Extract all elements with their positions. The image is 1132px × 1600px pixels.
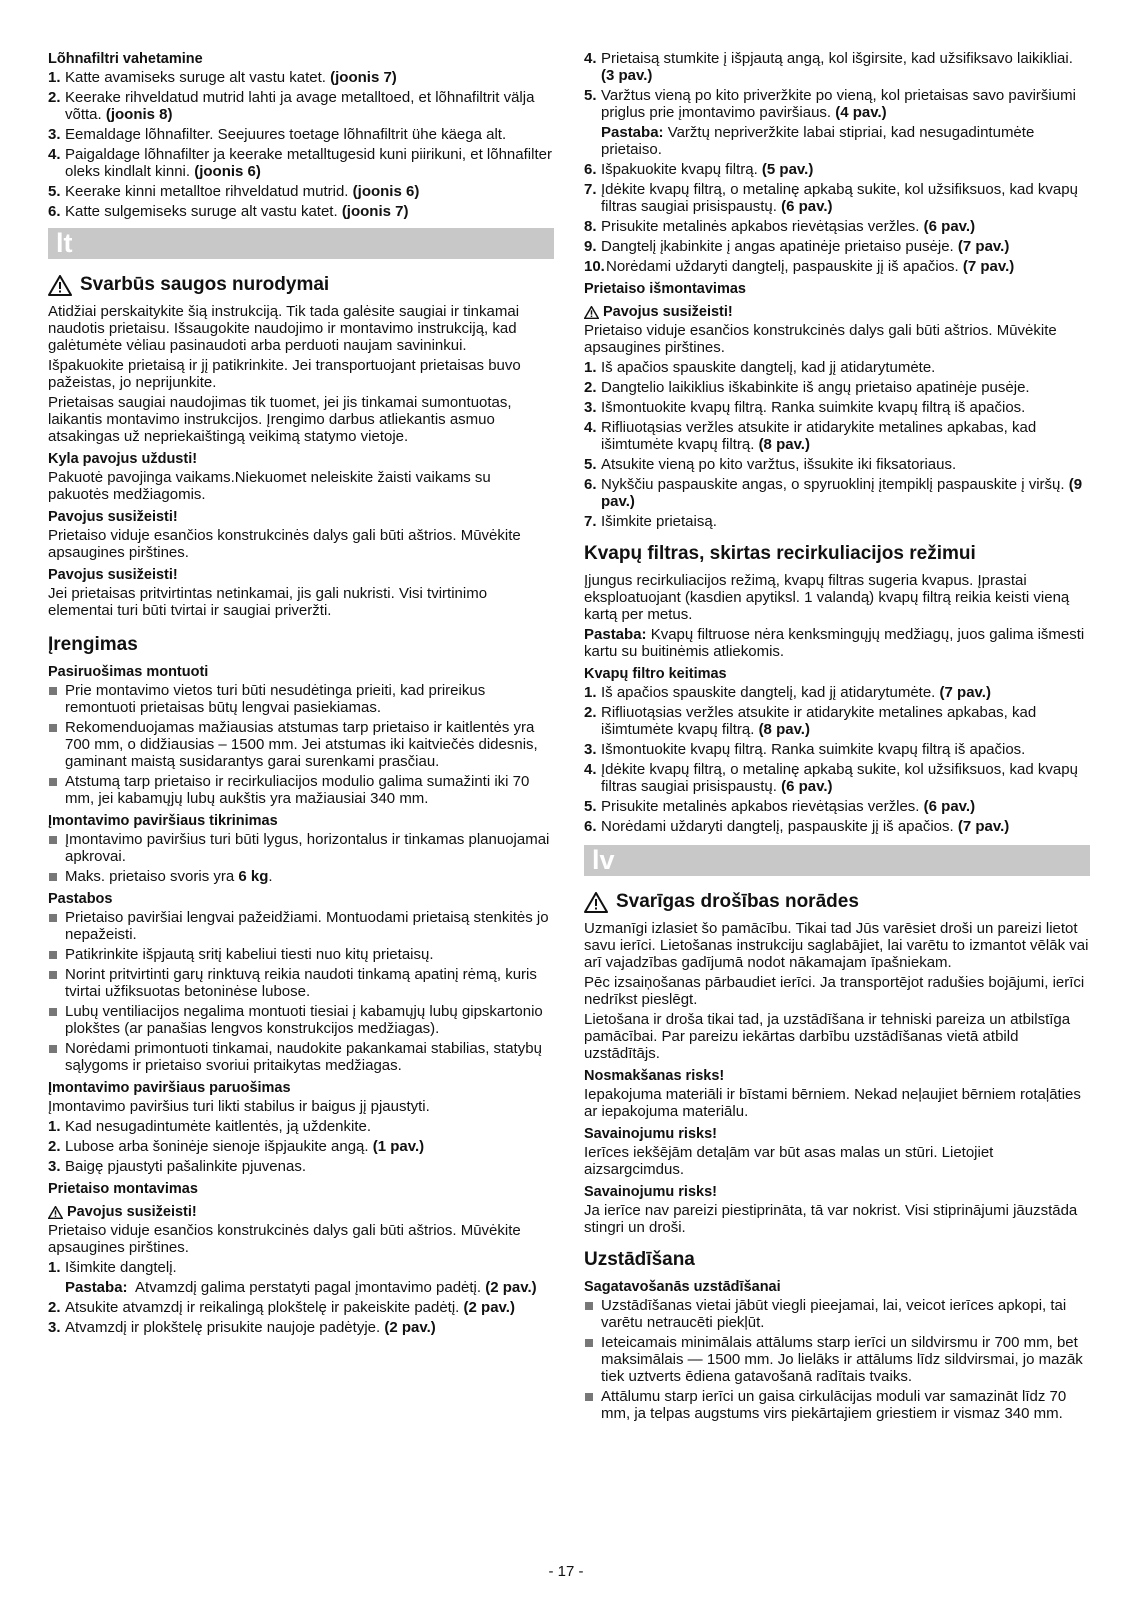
list-item: 4. Įdėkite kvapų filtrą, o metalinę apkabą sukite, kol užsifiksuos, kad kvapų filtras saugiai prisispaustų. (6 pav.): [584, 761, 1078, 795]
paragraph: Išpakuokite prietaisą ir jį patikrinkite. Jei transportuojant prietaisas buvo pažeistas, jo neprijunkite.: [48, 357, 521, 391]
bullet-square-icon: [49, 836, 57, 844]
lv-safety-title: Svarīgas drošības norādes: [616, 891, 859, 912]
list-item: 2. Dangtelio laikiklius iškabinkite iš angų prietaiso apatinėje pusėje.: [584, 379, 1030, 396]
bullet-square-icon: [49, 873, 57, 881]
warning-triangle-icon: [584, 892, 608, 913]
list-item: Ieteicamais minimālais attālums starp ierīci un sildvirsmu ir 700 mm, bet maksimālais — 1500 mm. Jo lielāks ir attālums līdz sildvirsmai, jo mazāk tiek uztverts ēdiena gatavošanā radītais tvaiks.: [584, 1334, 1090, 1385]
paragraph: Ja ierīce nav pareizi piestiprināta, tā var nokrist. Visi stiprinājumi jāuzstāda stingri un droši.: [584, 1202, 1078, 1236]
et-steps-list: [48, 69, 554, 220]
language-bar-lv: lv: [584, 845, 1090, 876]
list-item: Uzstādīšanas vietai jābūt viegli pieejamai, lai, veicot ierīces apkopi, tai varētu netraucēti piekļūt.: [584, 1297, 1090, 1331]
list-item: 2. Keerake rihveldatud mutrid lahti ja avage metalltoed, et lõhnafiltrit välja võtta. (joonis 8): [48, 89, 535, 123]
lv-safety-heading: [584, 890, 1090, 914]
list-item: 7. Įdėkite kvapų filtrą, o metalinę apkabą sukite, kol užsifiksuos, kad kvapų filtras saugiai prisispaustų. (6 pav.): [584, 181, 1078, 215]
paragraph: Įjungus recirkuliacijos režimą, kvapų filtras sugeria kvapus. Įprastai eksploatuojant (kasdien apytiksl. 1 valandą) kvapų filtrą reikia keisti vieną kartą per metus.: [584, 572, 1070, 623]
list-item: Rekomenduojamas mažiausias atstumas tarp prietaiso ir kaitlentės yra 700 mm, o didžiausias – 1500 mm. Jei atstumas iki kaitviečės didesnis, gaminant maistą susidarantys garai surenkami prasčiau.: [48, 719, 554, 770]
subheading-prep: Pasiruošimas montuoti: [48, 664, 209, 680]
list-item: Attālumu starp ierīci un gaisa cirkulācijas moduli var samazināt līdz 70 mm, ja telpas augstums virs piekārtajiem griestiem ir vismaz 340 mm.: [584, 1388, 1090, 1422]
subheading-injury: Pavojus susižeisti!: [48, 509, 178, 525]
paragraph: Pēc izsaiņošanas pārbaudiet ierīci. Ja transportējot radušies bojājumi, ierīci nedrīkst pieslēgt.: [584, 974, 1085, 1008]
warning-triangle-icon: [584, 306, 599, 319]
list-item: 5. Prisukite metalinės apkabos rievėtąsias veržles. (6 pav.): [584, 798, 976, 815]
list-item: Patikrinkite išpjautą sritį kabeliui tiesti nuo kitų prietaisų.: [48, 946, 554, 963]
note: Pastaba: Atvamzdį galima perstatyti pagal įmontavimo padėtį. (2 pav.): [65, 1279, 537, 1296]
list-item: 6. Norėdami uždaryti dangtelį, paspauskite jį iš apačios. (7 pav.): [584, 818, 1010, 835]
list-item: Atstumą tarp prietaiso ir recirkuliacijos modulio galima sumažinti iki 70 mm, jei kabamųjų lubų aukštis yra mažiausiai 340 mm.: [48, 773, 554, 807]
note: Pastaba: Kvapų filtruose nėra kenksmingųjų medžiagų, juos galima išmesti kartu su buitinėmis atliekomis.: [584, 626, 1085, 660]
list-item: 5. Keerake kinni metalltoe rihveldatud mutrid. (joonis 6): [48, 183, 420, 200]
note: Pastaba: Varžtų nepriveržkite labai stipriai, kad nesugadintumėte prietaiso.: [601, 124, 1035, 158]
paragraph: Pakuotė pavojinga vaikams.Niekuomet neleiskite žaisti vaikams su pakuotės medžiagomis.: [48, 469, 491, 503]
safety-title: Svarbūs saugos nurodymai: [80, 274, 330, 295]
list-item: 6. Katte sulgemiseks suruge alt vastu katet. (joonis 7): [48, 203, 409, 220]
list-item: Lubų ventiliacijos negalima montuoti tiesiai į kabamųjų lubų gipskartonio plokštes (ar panašias lengvos konstrukcijos medžiagas).: [48, 1003, 554, 1037]
subheading-notes: Pastabos: [48, 891, 113, 907]
subheading-dismounting: Prietaiso išmontavimas: [584, 281, 746, 297]
bullet-square-icon: [49, 971, 57, 979]
paragraph: Lietošana ir droša tikai tad, ja uzstādīšana ir tehniski pareiza un atbilstīga pamācībai. Par pareizu iekārtas darbību uzstādīšanas vietā atbild uzstādītājs.: [584, 1011, 1071, 1062]
list-item: 5. Varžtus vieną po kito priveržkite po vieną, kol prietaisas savo paviršiumi priglus prie įmontavimo paviršiaus. (4 pav.): [584, 87, 1076, 121]
language-bar-lt: lt: [48, 228, 554, 259]
subheading-odor-filter-replacement: Lõhnafiltri vahetamine: [48, 51, 203, 67]
list-item: 1. Išimkite dangtelį.: [48, 1259, 177, 1276]
list-item: 8. Prisukite metalinės apkabos rievėtąsias veržles. (6 pav.): [584, 218, 976, 235]
list-item: 1. Iš apačios spauskite dangtelį, kad jį atidarytumėte.: [584, 359, 936, 376]
paragraph: Prietaiso viduje esančios konstrukcinės dalys gali būti aštrios. Mūvėkite apsaugines pirštines.: [48, 1222, 521, 1256]
subheading-surface-prep: Įmontavimo paviršiaus paruošimas: [48, 1080, 291, 1096]
subheading-filter-change: Kvapų filtro keitimas: [584, 666, 727, 682]
install-heading: Įrengimas: [48, 634, 138, 655]
bullet-square-icon: [49, 914, 57, 922]
paragraph: Jei prietaisas pritvirtintas netinkamai, jis gali nukristi. Visi tvirtinimo elementai turi būti tvirtai ir saugiai priveržti.: [48, 585, 488, 619]
paragraph: Ierīces iekšējām detaļām var būt asas malas un stūri. Lietojiet aizsargcimdus.: [584, 1144, 994, 1178]
page-number: - 17 -: [548, 1563, 584, 1580]
left-column: [48, 50, 554, 1339]
list-item: 3. Išmontuokite kvapų filtrą. Ranka suimkite kvapų filtrą iš apačios.: [584, 741, 1026, 758]
lv-install-heading: Uzstādīšana: [584, 1249, 695, 1270]
bullet-square-icon: [585, 1339, 593, 1347]
safety-heading: [48, 273, 554, 297]
paragraph: Prietaiso viduje esančios konstrukcinės dalys gali būti aštrios. Mūvėkite apsaugines pirštines.: [48, 527, 521, 561]
list-item: 3. Išmontuokite kvapų filtrą. Ranka suimkite kvapų filtrą iš apačios.: [584, 399, 1026, 416]
bullet-square-icon: [49, 1045, 57, 1053]
list-item: Įmontavimo paviršius turi būti lygus, horizontalus ir tinkamas planuojamai apkrovai.: [48, 831, 554, 865]
subheading-lv-prep: Sagatavošanās uzstādīšanai: [584, 1279, 781, 1295]
paragraph: Atidžiai perskaitykite šią instrukciją. Tik tada galėsite saugiai ir tinkamai naudotis prietaisu. Išsaugokite naudojimo ir montavimo instrukciją, kad galėtumėte vėliau pasinaudoti arba perduoti naujam savininkui.: [48, 303, 520, 354]
bullet-square-icon: [585, 1393, 593, 1401]
list-item: 1. Kad nesugadintumėte kaitlentės, ją uždenkite.: [48, 1118, 372, 1135]
list-item: 3. Eemaldage lõhnafilter. Seejuures toetage lõhnafiltrit ühe käega alt.: [48, 126, 507, 143]
bullet-square-icon: [49, 687, 57, 695]
paragraph: Iepakojuma materiāli ir bīstami bērniem. Nekad neļaujiet bērniem rotaļāties ar iepakojuma materiālu.: [584, 1086, 1081, 1120]
list-item: Norint pritvirtinti garų rinktuvą reikia naudoti tinkamą apatinį rėmą, kuris tvirtai užfiksuotas betoninėse lubose.: [48, 966, 554, 1000]
bullet-square-icon: [49, 951, 57, 959]
warning-subheading: Pavojus susižeisti!: [48, 1203, 554, 1221]
warning-triangle-icon: [48, 275, 72, 296]
list-item: 4. Rifliuotąsias veržles atsukite ir atidarykite metalines apkabas, kad išimtumėte kvapų filtrą. (8 pav.): [584, 419, 1037, 453]
right-column: [584, 50, 1090, 1425]
list-item: 2. Atsukite atvamzdį ir reikalingą plokštelę ir pakeiskite padėtį. (2 pav.): [48, 1299, 515, 1316]
bullet-square-icon: [49, 1008, 57, 1016]
paragraph: Prietaiso viduje esančios konstrukcinės dalys gali būti aštrios. Mūvėkite apsaugines pirštines.: [584, 322, 1057, 356]
subheading-suffocation: Kyla pavojus uždusti!: [48, 451, 198, 467]
paragraph: Įmontavimo paviršius turi likti stabilus ir baigus jį pjaustyti.: [48, 1098, 430, 1115]
subheading-mounting: Prietaiso montavimas: [48, 1181, 198, 1197]
subheading-surface-check: Įmontavimo paviršiaus tikrinimas: [48, 813, 278, 829]
list-item: 6. Nykščiu paspauskite angas, o spyruoklinį įtempiklį paspauskite į viršų. (9 pav.): [584, 476, 1083, 510]
subheading-suffocation-lv: Nosmakšanas risks!: [584, 1068, 725, 1084]
list-item: 3. Atvamzdį ir plokštelę prisukite naujoje padėtyje. (2 pav.): [48, 1319, 436, 1336]
list-item: Norėdami primontuoti tinkamai, naudokite pakankamai stabilias, statybų sąlygoms ir prietaiso svoriui pritaikytas medžiagas.: [48, 1040, 554, 1074]
bullet-square-icon: [585, 1302, 593, 1310]
list-item: 5. Atsukite vieną po kito varžtus, išsukite iki fiksatoriaus.: [584, 456, 957, 473]
list-item: 7. Išimkite prietaisą.: [584, 513, 717, 530]
list-item: 2. Lubose arba šoninėje sienoje išpjaukite angą. (1 pav.): [48, 1138, 425, 1155]
list-item: 6. Išpakuokite kvapų filtrą. (5 pav.): [584, 161, 814, 178]
bullet-square-icon: [49, 724, 57, 732]
subheading-injury-2: Pavojus susižeisti!: [48, 567, 178, 583]
list-item: 2. Rifliuotąsias veržles atsukite ir atidarykite metalines apkabas, kad išimtumėte kvapų filtrą. (8 pav.): [584, 704, 1037, 738]
paragraph: Prietaisas saugiai naudojimas tik tuomet, jei jis tinkamai sumontuotas, laikantis montavimo instrukcijos. Įrengimo darbus atliekantis asmuo atsakingas už nepriekaištingą veikimą statymo vietoje.: [48, 394, 512, 445]
list-item: Prietaiso paviršiai lengvai pažeidžiami. Montuodami prietaisą stenkitės jo nepažeisti.: [48, 909, 554, 943]
paragraph: Uzmanīgi izlasiet šo pamācību. Tikai tad Jūs varēsiet droši un pareizi lietot savu ierīci. Lietošanas instrukciju saglabājiet, lai varētu to izmantot vēlāk vai arī vajadzības gadījumā nodot nākamajam īpašniekam.: [584, 920, 1089, 971]
filter-heading: Kvapų filtras, skirtas recirkuliacijos režimui: [584, 543, 976, 564]
list-item: 10.Norėdami uždaryti dangtelį, paspauskite jį iš apačios. (7 pav.): [584, 258, 1015, 275]
bullet-square-icon: [49, 778, 57, 786]
list-item: 1. Iš apačios spauskite dangtelį, kad jį atidarytumėte. (7 pav.): [584, 684, 991, 701]
warning-triangle-icon: [48, 1206, 63, 1219]
list-item: Prie montavimo vietos turi būti nesudėtinga prieiti, kad prireikus remontuoti prietaisas būtų lengvai pasiekiamas.: [48, 682, 554, 716]
list-item: 9. Dangtelį įkabinkite į angas apatinėje prietaiso pusėje. (7 pav.): [584, 238, 1010, 255]
list-item: 4. Paigaldage lõhnafilter ja keerake metalltugesid kuni piirikuni, et lõhnafilter oleks kindlalt kinni. (joonis 6): [48, 146, 552, 180]
list-item: 3. Baigę pjaustyti pašalinkite pjuvenas.: [48, 1158, 306, 1175]
list-item: 1. Katte avamiseks suruge alt vastu katet. (joonis 7): [48, 69, 397, 86]
subheading-injury-lv-2: Savainojumu risks!: [584, 1184, 717, 1200]
subheading-injury-lv: Savainojumu risks!: [584, 1126, 717, 1142]
list-item: Maks. prietaiso svoris yra 6 kg.: [48, 868, 554, 885]
list-item: 4. Prietaisą stumkite į išpjautą angą, kol išgirsite, kad užsifiksavo laikikliai. (3 pav.): [584, 50, 1073, 84]
warning-subheading: Pavojus susižeisti!: [584, 303, 1090, 321]
